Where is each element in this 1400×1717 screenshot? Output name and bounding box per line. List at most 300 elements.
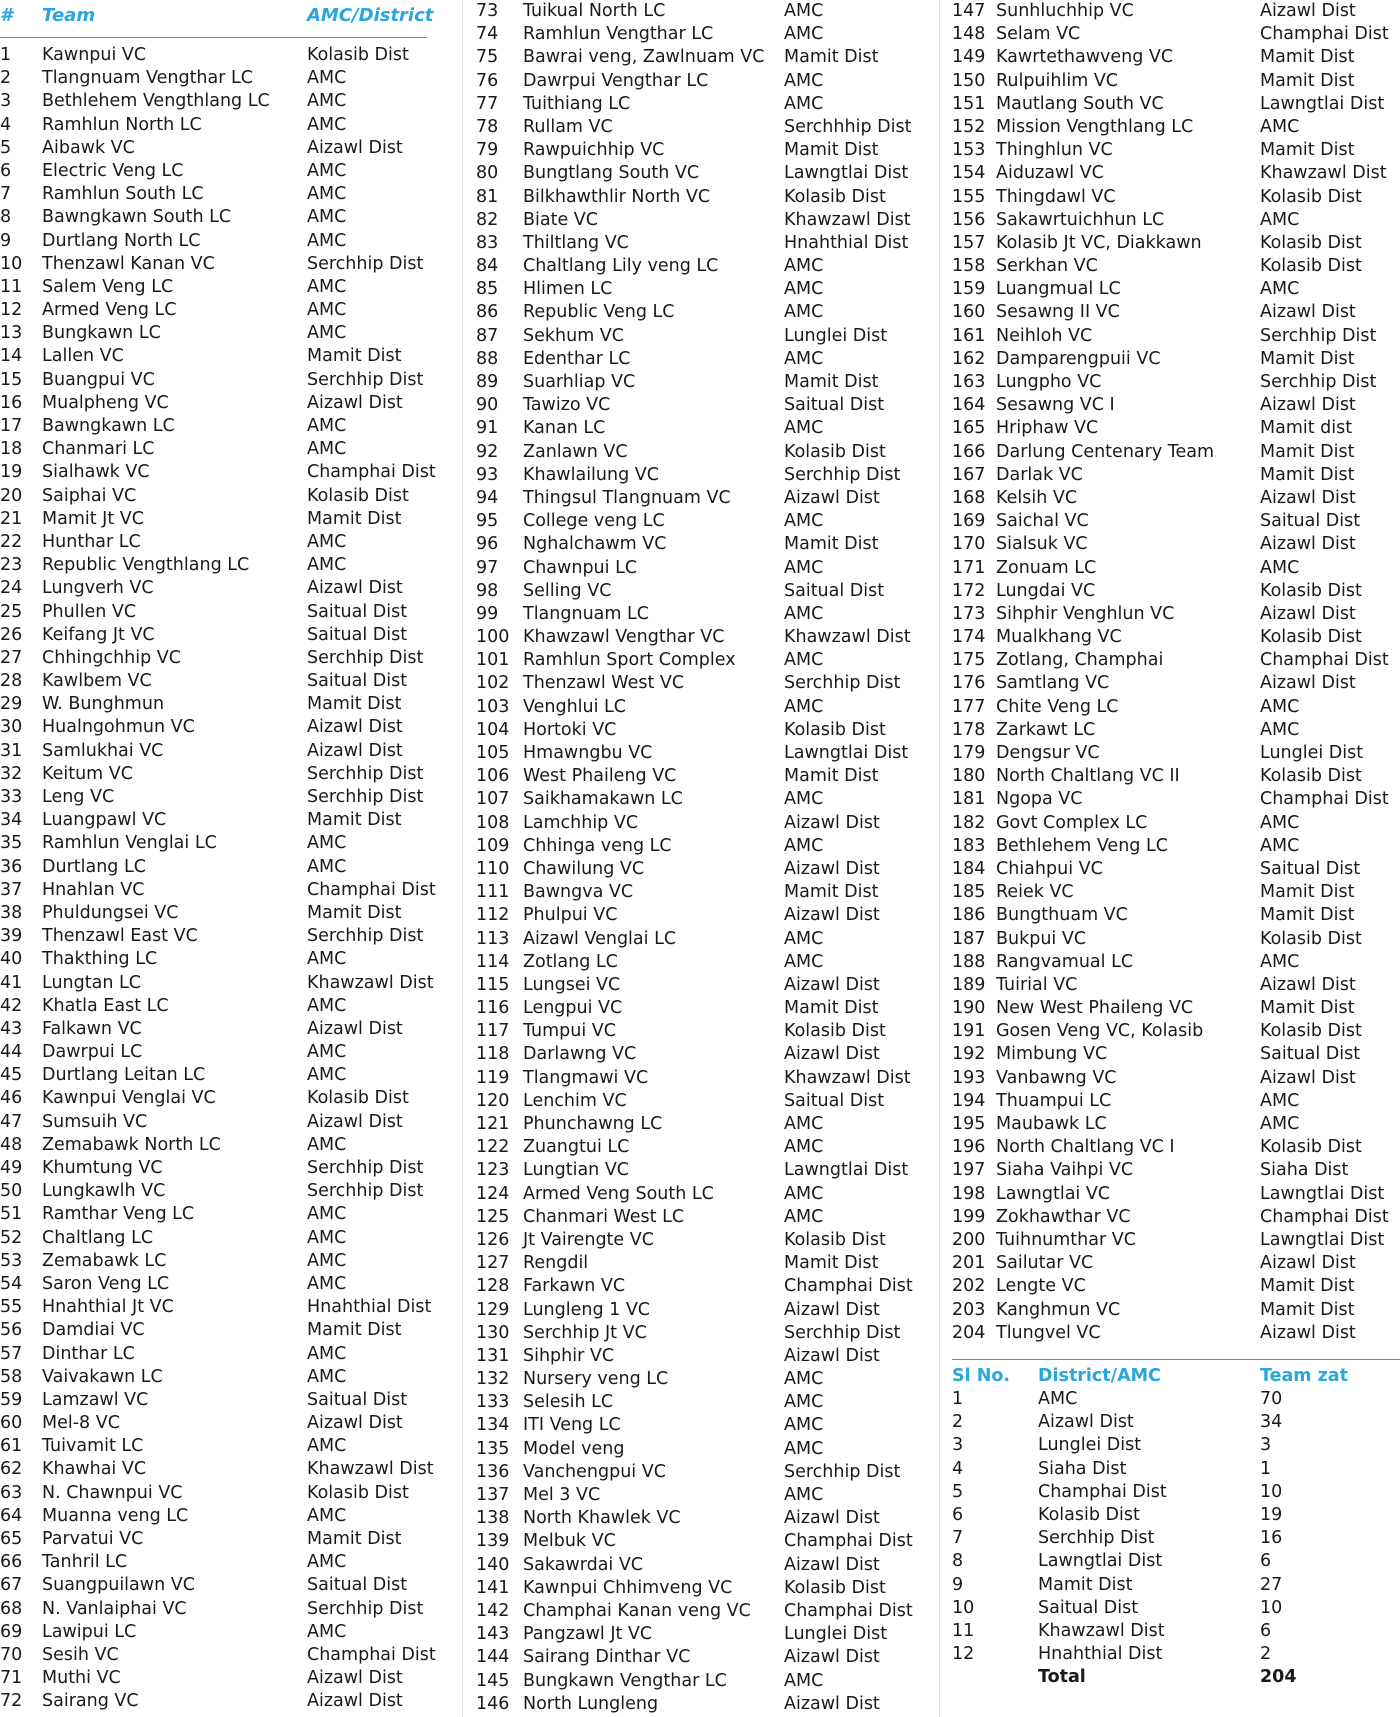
table-row (952, 348, 1400, 371)
row-number: 35 (0, 833, 23, 854)
summary-district: Lawngtlai Dist (1038, 1551, 1163, 1572)
row-number: 27 (0, 647, 23, 668)
row-number: 166 (952, 441, 986, 462)
row-number: 57 (0, 1343, 23, 1364)
row-number: 141 (476, 1577, 510, 1598)
table-row (952, 974, 1400, 997)
table-row (476, 533, 926, 556)
team-district: Aizawl Dist (1260, 487, 1356, 508)
team-name: Saichal VC (996, 511, 1089, 532)
team-name: Ramhlun Venglai LC (42, 833, 217, 854)
team-name: Samtlang VC (996, 673, 1110, 694)
team-name: Bungthuam VC (996, 905, 1128, 926)
row-number: 4 (0, 114, 12, 135)
team-column-1 (0, 0, 436, 1714)
team-name: Venghlui LC (523, 696, 627, 717)
table-row (476, 1414, 926, 1437)
team-name: Lawipui LC (42, 1621, 137, 1642)
summary-row (952, 1643, 1400, 1666)
team-name: Lallen VC (42, 346, 124, 367)
table-row (476, 1159, 926, 1182)
team-district: Champhai Dist (307, 462, 436, 483)
team-name: Bawngkawn LC (42, 416, 175, 436)
row-number: 176 (952, 673, 986, 694)
table-row (0, 183, 430, 206)
row-number: 149 (952, 47, 986, 68)
team-name: North Chaltlang VC II (996, 766, 1180, 787)
team-district: Mamit Dist (1260, 882, 1355, 903)
table-row (952, 0, 1400, 23)
team-name: North Khawlek VC (523, 1508, 681, 1529)
summary-row (952, 1504, 1400, 1527)
summary-district: Saitual Dist (1038, 1597, 1139, 1618)
row-number: 83 (476, 232, 499, 253)
team-district: Aizawl Dist (307, 392, 403, 413)
summary-district: Champhai Dist (1038, 1481, 1167, 1502)
team-name: Hnahthial Jt VC (42, 1297, 174, 1318)
row-number: 146 (476, 1693, 510, 1714)
team-name: Tuihnumthar VC (996, 1229, 1136, 1250)
team-name: Lungdai VC (996, 580, 1096, 601)
table-row (0, 114, 430, 137)
row-number: 63 (0, 1482, 23, 1503)
row-number: 87 (476, 325, 499, 346)
summary-count: 27 (1260, 1574, 1283, 1595)
row-number: 33 (0, 787, 23, 807)
team-name: Bungkawn Vengthar LC (523, 1670, 727, 1691)
team-name: Gosen Veng VC, Kolasib (996, 1021, 1204, 1042)
table-row (0, 1064, 430, 1087)
team-name: Buangpui VC (42, 369, 155, 390)
row-number: 49 (0, 1158, 23, 1178)
team-name: Farkawn VC (523, 1276, 626, 1297)
table-row (0, 485, 430, 508)
team-district: Serchhip Dist (307, 763, 424, 784)
row-number: 54 (0, 1273, 23, 1294)
team-name: Hmawngbu VC (523, 743, 653, 763)
team-name: Zonuam LC (996, 557, 1097, 578)
table-row (476, 765, 926, 788)
team-district: AMC (307, 416, 347, 436)
table-row (476, 1461, 926, 1484)
row-number: 61 (0, 1436, 23, 1457)
row-number: 34 (0, 810, 23, 831)
row-number: 51 (0, 1204, 23, 1225)
table-row (0, 1018, 430, 1041)
table-row (952, 696, 1400, 719)
team-name: Mualpheng VC (42, 392, 169, 413)
table-row (952, 1090, 1400, 1113)
team-name: Salem Veng LC (42, 276, 174, 297)
row-number: 12 (0, 300, 23, 321)
team-name: Kolasib Jt VC, Diakkawn (996, 232, 1202, 253)
team-district: AMC (784, 789, 824, 810)
table-row (476, 23, 926, 46)
row-number: 186 (952, 905, 986, 926)
team-name: Champhai Kanan veng VC (523, 1600, 751, 1621)
table-row (952, 788, 1400, 811)
row-number: 69 (0, 1621, 23, 1642)
team-district: Lunglei Dist (784, 1624, 888, 1645)
team-district: Serchhip Dist (307, 253, 424, 274)
team-district: Aizawl Dist (784, 974, 880, 995)
table-row (952, 23, 1400, 46)
team-name: Model veng (523, 1438, 625, 1459)
team-name: Chawilung VC (523, 858, 645, 879)
table-row (0, 531, 430, 554)
team-name: Bungtlang South VC (523, 163, 700, 184)
table-row (476, 812, 926, 835)
row-number: 137 (476, 1485, 510, 1505)
row-number: 201 (952, 1253, 986, 1274)
row-number: 118 (476, 1044, 510, 1065)
team-district: Kolasib Dist (784, 1229, 886, 1250)
team-district: AMC (307, 1134, 347, 1155)
team-district: Aizawl Dist (1260, 974, 1356, 995)
row-number: 30 (0, 717, 23, 738)
row-number: 142 (476, 1600, 510, 1621)
row-number: 9 (0, 230, 12, 251)
table-row (0, 1528, 430, 1551)
team-district: Serchhip Dist (307, 1181, 424, 1202)
table-row (0, 1482, 430, 1505)
team-name: Mualkhang VC (996, 627, 1122, 648)
table-header (0, 0, 434, 40)
team-district: Mamit Dist (307, 694, 402, 715)
table-row (0, 1551, 430, 1574)
row-number: 138 (476, 1508, 510, 1529)
row-number: 188 (952, 951, 986, 972)
row-number: 52 (0, 1227, 23, 1248)
table-row (476, 1067, 926, 1090)
table-row (952, 278, 1400, 301)
team-name: Zemabawk North LC (42, 1134, 221, 1155)
team-name: Tanhril LC (42, 1552, 128, 1573)
table-row (0, 299, 430, 322)
team-district: Khawzawl Dist (307, 972, 434, 993)
team-district: Mamit Dist (307, 1529, 402, 1549)
team-district: Lawngtlai Dist (784, 163, 909, 184)
table-row (476, 626, 926, 649)
row-number: 59 (0, 1389, 23, 1410)
team-district: Mamit Dist (1260, 47, 1355, 68)
table-row (476, 464, 926, 487)
team-district: Aizawl Dist (307, 717, 403, 738)
row-number: 79 (476, 140, 499, 161)
team-district: Mamit Dist (784, 534, 879, 555)
table-row (0, 1667, 430, 1690)
table-row (952, 765, 1400, 788)
team-district: Saitual Dist (307, 1389, 408, 1410)
row-number: 47 (0, 1111, 23, 1132)
team-district: AMC (307, 1436, 347, 1457)
team-district: AMC (784, 1670, 824, 1691)
table-row (952, 672, 1400, 695)
row-number: 68 (0, 1598, 23, 1619)
row-number: 154 (952, 163, 986, 184)
row-number: 200 (952, 1229, 986, 1250)
row-number: 129 (476, 1299, 510, 1320)
team-name: Sumsuih VC (42, 1111, 148, 1132)
team-name: Darlawng VC (523, 1044, 637, 1065)
team-district: Mamit Dist (784, 998, 879, 1019)
row-number: 32 (0, 763, 23, 784)
table-row (952, 325, 1400, 348)
table-row (476, 1090, 926, 1113)
team-name: North Lungleng (523, 1693, 659, 1714)
team-district: Champhai Dist (784, 1531, 913, 1552)
table-row (476, 672, 926, 695)
table-row (476, 557, 926, 580)
team-name: Thiltlang VC (523, 232, 629, 253)
row-number: 91 (476, 418, 499, 439)
team-name: Dengsur VC (996, 743, 1100, 763)
team-district: Aizawl Dist (784, 1345, 880, 1366)
table-row (476, 1646, 926, 1669)
row-number: 20 (0, 485, 23, 506)
row-number: 156 (952, 209, 986, 230)
row-number: 184 (952, 858, 986, 879)
table-row (0, 1412, 430, 1435)
team-name: Tuirial VC (996, 974, 1078, 995)
team-district: Khawzawl Dist (307, 1459, 434, 1480)
table-row (476, 1368, 926, 1391)
team-district: AMC (784, 928, 824, 949)
team-name: Reiek VC (996, 882, 1074, 903)
table-row (476, 1136, 926, 1159)
table-row (476, 441, 926, 464)
team-district: Mamit Dist (1260, 1276, 1355, 1297)
table-row (476, 904, 926, 927)
team-name: Mission Vengthlang LC (996, 116, 1194, 137)
row-number: 124 (476, 1183, 510, 1204)
row-number: 191 (952, 1021, 986, 1042)
team-name: Kawnpui Venglai VC (42, 1088, 216, 1109)
table-row (476, 1229, 926, 1252)
table-row (0, 763, 430, 786)
team-district: Champhai Dist (307, 1644, 436, 1665)
table-row (476, 278, 926, 301)
table-row (476, 1299, 926, 1322)
team-district: AMC (307, 230, 347, 251)
team-district: Aizawl Dist (307, 578, 403, 599)
table-row (476, 719, 926, 742)
team-name: Ramhlun Vengthar LC (523, 24, 714, 45)
team-district: AMC (784, 557, 824, 578)
table-row (476, 93, 926, 116)
team-district: AMC (307, 276, 347, 297)
row-number: 74 (476, 24, 499, 45)
team-name: Kanghmun VC (996, 1299, 1121, 1320)
team-name: Maubawk LC (996, 1114, 1107, 1134)
row-number: 102 (476, 673, 510, 694)
table-row (0, 276, 430, 299)
team-name: Jt Vairengte VC (523, 1229, 654, 1250)
team-district: Kolasib Dist (784, 441, 886, 462)
row-number: 114 (476, 951, 510, 972)
team-name: Lenchim VC (523, 1090, 627, 1111)
team-name: Lungpho VC (996, 372, 1102, 392)
row-number: 128 (476, 1276, 510, 1297)
summary-header-count: Team zat (1260, 1365, 1348, 1386)
summary-district: Siaha Dist (1038, 1458, 1127, 1479)
team-name: Parvatui VC (42, 1529, 144, 1549)
team-name: Phunchawng LC (523, 1114, 663, 1134)
team-name: Aibawk VC (42, 137, 135, 158)
table-row (952, 1043, 1400, 1066)
team-name: Neihloh VC (996, 325, 1093, 346)
team-district: Khawzawl Dist (1260, 163, 1387, 184)
table-row (476, 1345, 926, 1368)
team-district: AMC (1260, 209, 1300, 230)
team-name: Biate VC (523, 209, 598, 230)
table-row (952, 951, 1400, 974)
row-number: 113 (476, 928, 510, 949)
row-number: 136 (476, 1461, 510, 1482)
table-row (0, 1598, 430, 1621)
row-number: 163 (952, 372, 986, 392)
row-number: 77 (476, 93, 499, 114)
summary-row (952, 1550, 1400, 1573)
row-number: 165 (952, 418, 986, 439)
table-row (476, 209, 926, 232)
team-district: AMC (1260, 812, 1300, 833)
table-row (476, 928, 926, 951)
team-name: Khawzawl Vengthar VC (523, 627, 725, 648)
table-row (0, 693, 430, 716)
team-name: Chanmari West LC (523, 1206, 685, 1227)
team-name: Bilkhawthlir North VC (523, 186, 711, 207)
team-name: Sesih VC (42, 1644, 119, 1665)
row-number: 121 (476, 1114, 510, 1134)
team-name: Khawhai VC (42, 1459, 147, 1480)
team-name: Edenthar LC (523, 348, 631, 369)
team-name: Muthi VC (42, 1668, 121, 1689)
row-number: 116 (476, 998, 510, 1019)
team-name: Melbuk VC (523, 1531, 616, 1552)
row-number: 16 (0, 392, 23, 413)
table-row (476, 46, 926, 69)
table-row (0, 1250, 430, 1273)
team-name: Damdiai VC (42, 1320, 145, 1341)
row-number: 85 (476, 279, 499, 300)
table-row (952, 417, 1400, 440)
summary-count: 10 (1260, 1481, 1283, 1502)
row-number: 120 (476, 1090, 510, 1111)
table-row (952, 858, 1400, 881)
team-district: Saitual Dist (784, 1090, 885, 1111)
team-district: Mamit Dist (1260, 905, 1355, 926)
team-district: AMC (307, 949, 347, 970)
team-district: AMC (784, 511, 824, 532)
team-name: Aiduzawl VC (996, 163, 1104, 184)
team-district: AMC (784, 1, 824, 21)
row-number: 197 (952, 1160, 986, 1181)
row-number: 24 (0, 578, 23, 599)
team-name: Lengte VC (996, 1276, 1086, 1297)
team-district: Lunglei Dist (784, 325, 888, 346)
team-district: Aizawl Dist (1260, 1322, 1356, 1343)
row-number: 21 (0, 508, 23, 529)
table-row (476, 1043, 926, 1066)
row-number: 177 (952, 696, 986, 717)
table-row (476, 951, 926, 974)
team-name: Khumtung VC (42, 1158, 163, 1178)
team-district: Mamit Dist (307, 1320, 402, 1341)
team-district: AMC (307, 1552, 347, 1573)
row-number: 7 (0, 184, 12, 205)
team-district: Serchhip Dist (307, 926, 424, 947)
table-row (476, 325, 926, 348)
row-number: 31 (0, 740, 23, 761)
table-row (952, 649, 1400, 672)
team-district: Mamit Dist (1260, 70, 1355, 91)
summary-sl: 10 (952, 1597, 975, 1618)
table-row (476, 603, 926, 626)
team-district: AMC (784, 418, 824, 439)
team-district: Serchhip Dist (784, 1461, 901, 1482)
team-district: Aizawl Dist (784, 1508, 880, 1529)
team-name: Bawngkawn South LC (42, 207, 232, 228)
team-district: AMC (784, 835, 824, 856)
table-row (476, 1206, 926, 1229)
team-column-2 (476, 0, 926, 1716)
team-name: Vaivakawn LC (42, 1366, 163, 1387)
row-number: 64 (0, 1505, 23, 1526)
team-district: Mamit Dist (1260, 1299, 1355, 1320)
team-name: West Phaileng VC (523, 766, 677, 787)
team-district: Hnahthial Dist (307, 1297, 432, 1318)
row-number: 29 (0, 694, 23, 715)
team-name: Tlangnuam Vengthar LC (42, 68, 253, 89)
team-name: Zanlawn VC (523, 441, 628, 462)
table-row (0, 230, 430, 253)
table-row (952, 626, 1400, 649)
team-name: Thingsul Tlangnuam VC (523, 487, 731, 508)
team-district: Aizawl Dist (1260, 1, 1356, 21)
team-district: Mamit Dist (307, 508, 402, 529)
summary-sl: 5 (952, 1481, 964, 1502)
team-name: Luangmual LC (996, 279, 1121, 300)
table-row (476, 255, 926, 278)
team-name: Chite Veng LC (996, 696, 1119, 717)
team-name: Rullam VC (523, 116, 613, 137)
table-row (0, 1087, 430, 1110)
team-district: Mamit Dist (1260, 441, 1355, 462)
team-name: Rangvamual LC (996, 951, 1134, 972)
table-row (952, 186, 1400, 209)
summary-row (952, 1481, 1400, 1504)
team-district: Serchhip Dist (307, 787, 424, 807)
table-row (0, 577, 430, 600)
row-number: 122 (476, 1137, 510, 1158)
row-number: 179 (952, 743, 986, 763)
summary-count: 2 (1260, 1644, 1272, 1665)
table-row (952, 881, 1400, 904)
team-name: Bethlehem Veng LC (996, 835, 1168, 856)
row-number: 167 (952, 464, 986, 485)
row-number: 117 (476, 1021, 510, 1042)
team-district: Kolasib Dist (1260, 766, 1362, 787)
table-row (952, 1020, 1400, 1043)
team-district: AMC (307, 1065, 347, 1086)
summary-sl: 2 (952, 1412, 964, 1433)
row-number: 11 (0, 276, 23, 297)
team-name: Bukpui VC (996, 928, 1087, 949)
row-number: 180 (952, 766, 986, 787)
team-district: Lawngtlai Dist (1260, 1229, 1385, 1250)
row-number: 185 (952, 882, 986, 903)
